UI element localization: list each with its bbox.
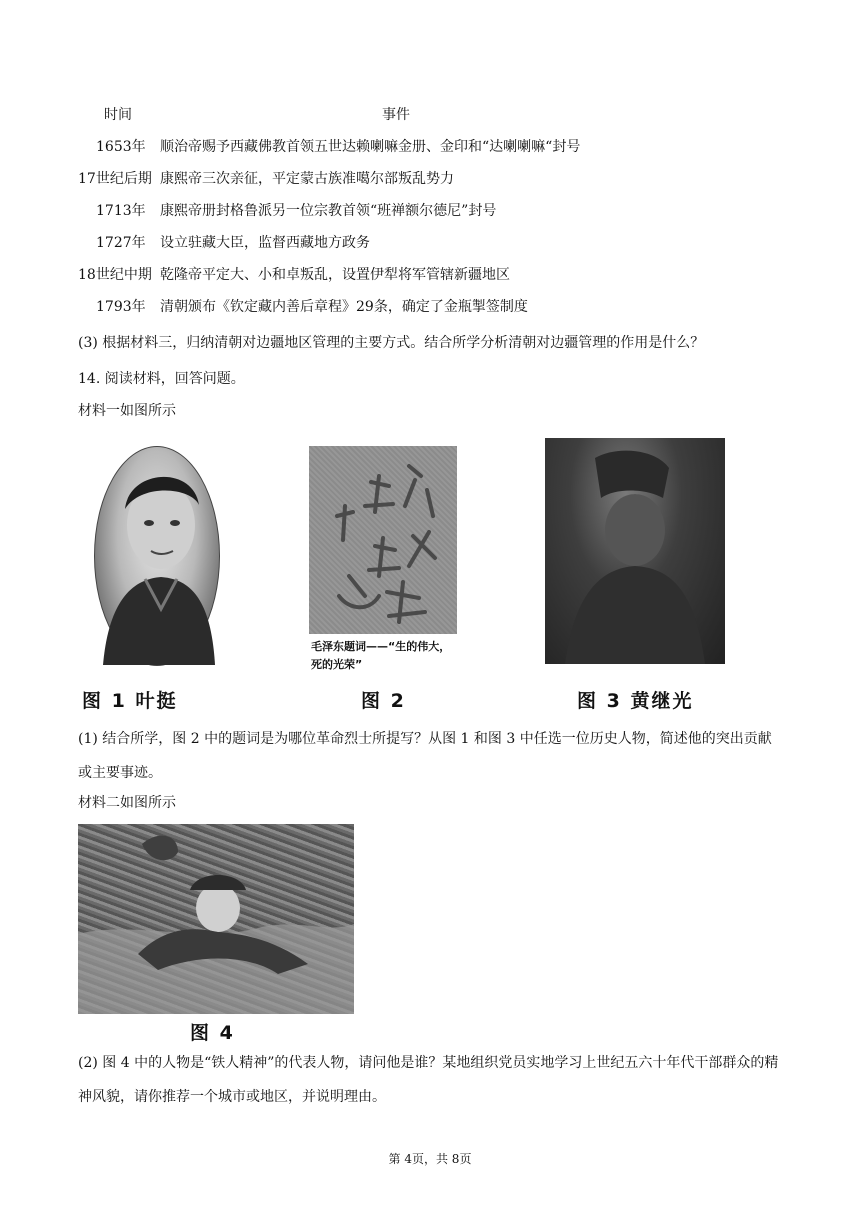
question-1: (1) 结合所学，图 2 中的题词是为哪位革命烈士所提写？从图 1 和图 3 中任选一位历史人物，简述他的突出贡献或主要事迹。 bbox=[78, 731, 772, 781]
table-header-event: 事件 bbox=[382, 107, 410, 123]
question-14: 14. 阅读材料，回答问题。 bbox=[78, 371, 245, 387]
row-time: 1727年 bbox=[96, 235, 146, 251]
material-2-label: 材料二如图所示 bbox=[78, 795, 176, 811]
question-3: (3) 根据材料三，归纳清朝对边疆地区管理的主要方式。结合所学分析清朝对边疆管理的作用是什么？ bbox=[78, 335, 705, 351]
question-2: (2) 图 4 中的人物是“铁人精神”的代表人物，请问他是谁？某地组织党员实地学习上世纪五六十年代干部群众的精神风貌，请你推荐一个城市或地区，并说明理由。 bbox=[78, 1055, 779, 1105]
row-time: 18世纪中期 bbox=[78, 267, 152, 283]
inscription-photo bbox=[309, 446, 457, 634]
figure-3 bbox=[543, 436, 728, 716]
row-time: 1713年 bbox=[96, 203, 146, 219]
row-event: 乾隆帝平定大、小和卓叛乱，设置伊犁将军管辖新疆地区 bbox=[160, 267, 510, 283]
figure-4-caption: 图 4 bbox=[190, 1022, 235, 1044]
row-event: 康熙帝三次亲征，平定蒙古族准噶尔部叛乱势力 bbox=[160, 171, 454, 187]
row-time: 1653年 bbox=[96, 139, 146, 155]
row-event: 清朝颁布《钦定藏内善后章程》29条，确定了金瓶掣签制度 bbox=[160, 299, 528, 315]
figure-2-caption: 图 2 bbox=[361, 690, 406, 712]
figure-1 bbox=[80, 440, 255, 715]
figure-2 bbox=[305, 444, 460, 716]
material-1-label: 材料一如图所示 bbox=[78, 403, 176, 419]
portrait-photo bbox=[94, 446, 220, 666]
figure-2-inscription: 毛泽东题词——“生的伟大，死的光荣” bbox=[311, 640, 451, 671]
row-event: 顺治帝赐予西藏佛教首领五世达赖喇嘛金册、金印和“达喇喇嘛“封号 bbox=[160, 139, 581, 155]
row-event: 康熙帝册封格鲁派另一位宗教首领“班禅额尔德尼”封号 bbox=[160, 203, 497, 219]
portrait-photo bbox=[545, 438, 725, 664]
figure-1-caption: 图 1 叶挺 bbox=[82, 690, 178, 712]
iron-man-photo bbox=[78, 824, 354, 1014]
figure-4 bbox=[78, 824, 356, 1050]
page-footer: 第 4页，共 8页 bbox=[388, 1152, 472, 1166]
figure-3-caption: 图 3 黄继光 bbox=[577, 690, 694, 712]
row-event: 设立驻藏大臣，监督西藏地方政务 bbox=[160, 235, 370, 251]
row-time: 1793年 bbox=[96, 299, 146, 315]
row-time: 17世纪后期 bbox=[78, 171, 152, 187]
table-header-time: 时间 bbox=[104, 107, 132, 123]
